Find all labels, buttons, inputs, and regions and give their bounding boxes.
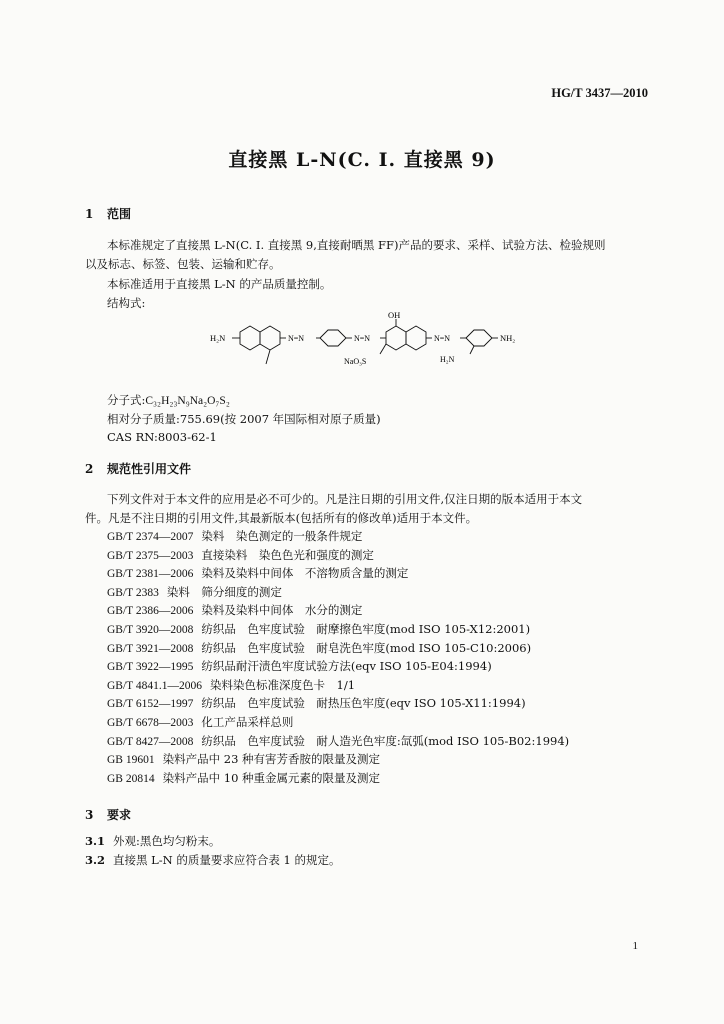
reference-title: 染料染色标准深度色卡 1/1 xyxy=(210,677,356,692)
reference-item xyxy=(107,770,569,789)
reference-item xyxy=(107,528,569,547)
section-heading-scope xyxy=(85,205,131,222)
reference-item xyxy=(107,621,569,640)
section-heading-normative xyxy=(85,460,191,477)
section-number: 1 xyxy=(85,207,94,221)
reference-item xyxy=(107,640,569,659)
page-title: 直接黑 L-N(C. I. 直接黑 9) xyxy=(228,149,496,171)
reference-title: 染料 筛分细度的测定 xyxy=(166,584,282,599)
reference-title: 纺织品耐汗渍色牢度试验方法(eqv ISO 105-E04:1994) xyxy=(201,659,492,674)
h2n-label-right: H₂N xyxy=(440,355,455,364)
oh-label: OH xyxy=(388,310,401,320)
molecular-formula xyxy=(107,392,230,408)
section-title: 规范性引用文件 xyxy=(107,462,192,476)
requirement-text: 外观:黑色均匀粉末。 xyxy=(113,834,221,848)
structural-formula xyxy=(208,310,548,390)
structure-label: 结构式: xyxy=(107,296,146,310)
reference-code: GB/T 3922—1995 xyxy=(107,661,194,674)
scope-paragraph-line1: 本标准规定了直接黑 L-N(C. I. 直接黑 9,直接耐晒黑 FF)产品的要求、采样、试验方法、检验规则 xyxy=(107,238,606,252)
document-code: HG/T 3437—2010 xyxy=(551,86,648,100)
reference-title: 纺织品 色牢度试验 耐皂洗色牢度(mod ISO 105-C10:2006) xyxy=(201,640,532,655)
reference-item xyxy=(107,751,569,770)
nh2-label: NH₂ xyxy=(500,333,516,343)
section-number: 2 xyxy=(85,462,94,476)
reference-code: GB/T 6152—1997 xyxy=(107,698,194,711)
requirement-text: 直接黑 L-N 的质量要求应符合表 1 的规定。 xyxy=(113,853,341,867)
reference-item xyxy=(107,658,569,677)
requirement-item xyxy=(85,851,341,870)
azo-label-3: N=N xyxy=(434,334,451,343)
reference-title: 化工产品采样总则 xyxy=(201,714,294,729)
reference-title: 纺织品 色牢度试验 耐人造光色牢度:氙弧(mod ISO 105-B02:1994) xyxy=(201,733,570,748)
reference-title: 纺织品 色牢度试验 耐摩擦色牢度(mod ISO 105-X12:2001) xyxy=(201,621,531,636)
reference-code: GB/T 2374—2007 xyxy=(107,531,194,543)
reference-list xyxy=(107,528,569,788)
reference-item xyxy=(107,602,569,621)
requirement-number: 3.2 xyxy=(85,853,106,867)
reference-code: GB/T 2383 xyxy=(107,586,159,599)
scope-paragraph-2: 本标准适用于直接黑 L-N 的产品质量控制。 xyxy=(107,277,332,291)
reference-title: 染料产品中 10 种重金属元素的限量及测定 xyxy=(162,770,381,785)
scope-paragraph-line2: 以及标志、标签、包装、运输和贮存。 xyxy=(85,257,281,271)
normative-intro-line1: 下列文件对于本文件的应用是必不可少的。凡是注日期的引用文件,仅注日期的版本适用于本文 xyxy=(107,492,583,506)
page-number: 1 xyxy=(632,940,638,952)
azo-label-2: N=N xyxy=(354,334,371,343)
reference-item xyxy=(107,565,569,584)
reference-title: 染料产品中 23 种有害芳香胺的限量及测定 xyxy=(162,752,381,767)
section-number: 3 xyxy=(85,808,94,822)
reference-code: GB 20814 xyxy=(107,772,155,785)
reference-code: GB/T 3920—2008 xyxy=(107,623,194,636)
requirement-item xyxy=(85,832,220,851)
reference-code: GB/T 2375—2003 xyxy=(107,549,194,562)
reference-code: GB 19601 xyxy=(107,754,155,767)
reference-code: GB/T 6678—2003 xyxy=(107,716,194,729)
normative-intro-line2: 件。凡是不注日期的引用文件,其最新版本(包括所有的修改单)适用于本文件。 xyxy=(85,511,478,525)
reference-code: GB/T 2386—2006 xyxy=(107,605,194,618)
reference-item xyxy=(107,547,569,566)
molecular-mass: 相对分子质量:755.69(按 2007 年国际相对原子质量) xyxy=(107,412,381,426)
reference-code: GB/T 2381—2006 xyxy=(107,568,194,581)
section-heading-requirements xyxy=(85,806,131,823)
h2n-label-left: H₂N xyxy=(210,333,226,343)
reference-item xyxy=(107,733,569,752)
cas-number: CAS RN:8003-62-1 xyxy=(107,430,217,444)
reference-item xyxy=(107,584,569,603)
section-title: 范围 xyxy=(107,207,132,221)
reference-code: GB/T 4841.1—2006 xyxy=(107,679,202,692)
formula-label: 分子式: xyxy=(107,393,146,407)
reference-item xyxy=(107,677,569,696)
reference-title: 染料及染料中间体 水分的测定 xyxy=(201,603,363,618)
reference-code: GB/T 3921—2008 xyxy=(107,642,194,655)
requirement-number: 3.1 xyxy=(85,834,106,848)
reference-code: GB/T 8427—2008 xyxy=(107,735,194,748)
azo-label-1: N=N xyxy=(288,334,305,343)
formula-value: C₃₂H₂₃N₉Na₂O₇S₂ xyxy=(145,395,230,407)
reference-item xyxy=(107,695,569,714)
reference-title: 染料及染料中间体 不溶物质含量的测定 xyxy=(201,566,409,581)
reference-title: 纺织品 色牢度试验 耐热压色牢度(eqv ISO 105-X11:1994) xyxy=(201,696,526,711)
reference-title: 染料 染色测定的一般条件规定 xyxy=(201,529,363,543)
reference-title: 直接染料 染色色光和强度的测定 xyxy=(201,547,374,562)
nao3s-label: NaO₃S xyxy=(344,357,367,366)
reference-item xyxy=(107,714,569,733)
section-title: 要求 xyxy=(107,808,132,822)
